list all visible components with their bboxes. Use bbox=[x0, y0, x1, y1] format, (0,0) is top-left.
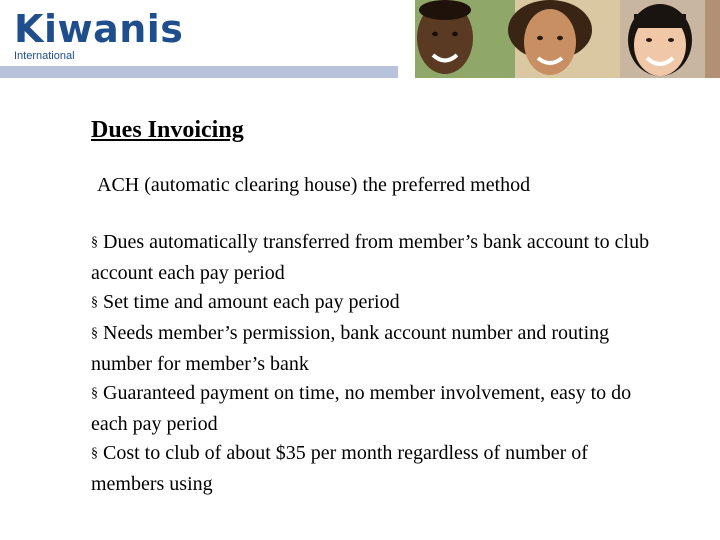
bullet-list bbox=[91, 228, 651, 499]
bullet-icon: § bbox=[91, 386, 98, 401]
bullet-icon: § bbox=[91, 446, 98, 461]
list-item bbox=[91, 228, 651, 288]
intro-text: ACH (automatic clearing house) the preferred method bbox=[97, 174, 531, 196]
logo-wordmark: Kiwanis bbox=[14, 7, 184, 51]
bullet-text: Set time and amount each pay period bbox=[103, 291, 400, 313]
slide-title: Dues Invoicing bbox=[91, 117, 244, 143]
slide-header bbox=[0, 0, 720, 80]
bullet-icon: § bbox=[91, 235, 98, 250]
logo-subtext: International bbox=[14, 50, 75, 62]
bullet-text: Guaranteed payment on time, no member involvement, easy to do each pay period bbox=[91, 382, 632, 435]
list-item bbox=[91, 319, 651, 379]
children-photo bbox=[415, 0, 720, 78]
header-bar bbox=[0, 66, 398, 78]
bullet-icon: § bbox=[91, 326, 98, 341]
bullet-text: Dues automatically transferred from member’s bank account to club account each pay period bbox=[91, 231, 650, 284]
kiwanis-logo bbox=[14, 7, 184, 62]
list-item bbox=[91, 379, 651, 439]
list-item bbox=[91, 288, 651, 319]
bullet-icon: § bbox=[91, 295, 98, 310]
bullet-text: Needs member’s permission, bank account number and routing number for member’s bank bbox=[91, 322, 610, 375]
list-item bbox=[91, 439, 651, 499]
bullet-text: Cost to club of about $35 per month regardless of number of members using bbox=[91, 442, 588, 495]
slide-body bbox=[91, 114, 651, 499]
